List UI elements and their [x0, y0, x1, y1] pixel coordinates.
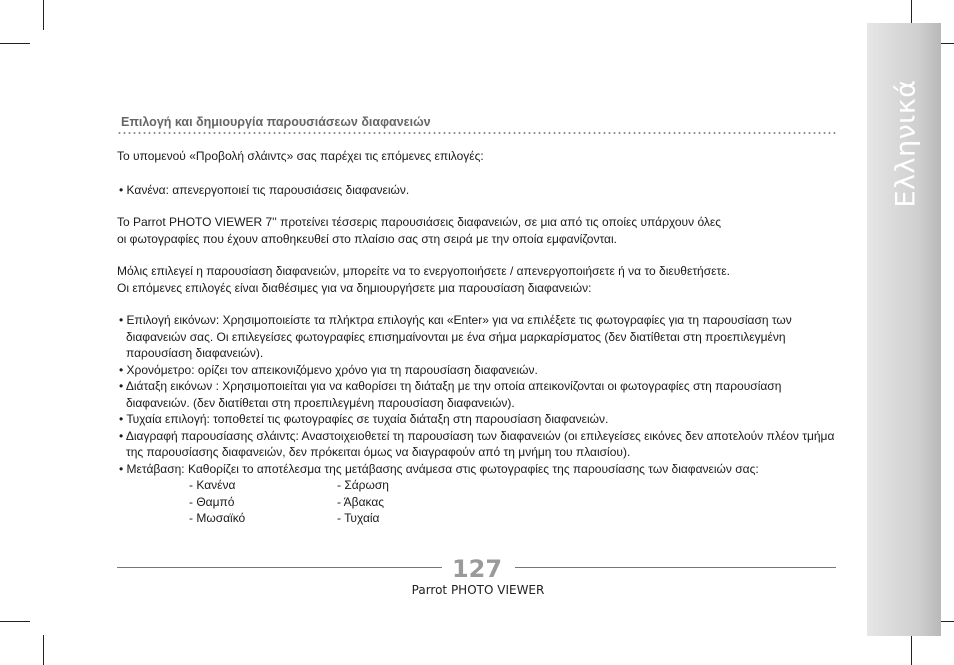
page-number: 127	[451, 555, 503, 583]
paragraph-line: Οι επόμενες επιλογές είναι διαθέσιμες για να δημιουργήσετε μια παρουσίαση διαφανειών:	[117, 280, 592, 295]
language-label-text: Ελληνικά	[890, 78, 922, 208]
list-item: • Χρονόμετρο: ορίζει τον απεικονιζόμενο χρόνο για τη παρουσίαση διαφανειών.	[119, 362, 538, 377]
crop-mark	[43, 635, 44, 665]
transition-option: - Θαμπό	[189, 494, 235, 509]
paragraph-line: Μόλις επιλεγεί η παρουσίαση διαφανειών, μπορείτε να το ενεργοποιήσετε / απενεργοποιήσετε ή να το διευθετήσετε.	[117, 264, 730, 278]
footer-product-name: Parrot PHOTO VIEWER	[411, 583, 545, 597]
transition-options	[189, 477, 837, 527]
transition-option: - Άβακας	[337, 494, 385, 509]
list-item: • Διαγραφή παρουσίασης σλάιντς: Αναστοιχειοθετεί τη παρουσίαση των διαφανειών (οι επιλεγείσες εικόνες δεν αποτελούν πλέον τμήμα της παρουσίασης διαφανειών, δεν πρόκειται όμως να διαγραφούν από τη μνήμη του πλαισίου).	[119, 428, 835, 459]
list-item: • Επιλογή εικόνων: Χρησιμοποιείστε τα πλήκτρα επιλογής και «Enter» για να επιλέξετε τις φωτογραφίες για τη παρουσίαση των διαφανειών σας. Οι επιλεγείσες φωτογραφίες επισημαίνονται με ένα σήμα μαρκαρίσματος (δεν διατίθεται στη προεπιλεγμένη παρουσίαση διαφανειών).	[119, 313, 792, 360]
list-item: • Τυχαία επιλογή: τοποθετεί τις φωτογραφίες σε τυχαία διάταξη στη παρουσίαση διαφανειών.	[119, 412, 609, 426]
list-item: • Μετάβαση: Καθορίζει το αποτέλεσμα της μετάβασης ανάμεσα στις φωτογραφίες της παρουσίασης των διαφανειών σας:	[119, 461, 759, 476]
page-body	[117, 148, 837, 527]
dotted-divider	[117, 131, 837, 135]
crop-mark	[0, 621, 30, 622]
transition-option: - Κανένα	[189, 478, 236, 492]
footer-rule-right	[515, 567, 836, 568]
intro-text: Το υπομενού «Προβολή σλάιντς» σας παρέχει τις επόμενες επιλογές:	[117, 149, 484, 163]
transition-option: - Σάρωση	[337, 478, 389, 492]
none-option: • Κανένα: απενεργοποιεί τις παρουσιάσεις διαφανειών.	[119, 182, 410, 197]
options-list	[117, 312, 837, 477]
crop-mark	[43, 0, 44, 30]
paragraph-line: To Parrot PHOTO VIEWER 7'' προτείνει τέσσερις παρουσιάσεις διαφανειών, σε μια από τις οποίες υπάρχουν όλες	[117, 215, 722, 229]
crop-mark	[911, 635, 912, 665]
crop-mark	[0, 43, 30, 44]
language-label	[866, 78, 946, 208]
transition-option: - Τυχαία	[337, 511, 380, 525]
list-item: • Διάταξη εικόνων : Χρησιμοποιείται για να καθορίσει τη διάταξη με την οποία απεικονίζονται οι φωτογραφίες στη παρουσίαση διαφανειών. (δεν διατίθεται στη προεπιλεγμένη παρουσίαση διαφανειών).	[119, 379, 782, 410]
footer-rule-left	[117, 567, 442, 568]
section-title: Επιλογή και δημιουργία παρουσιάσεων διαφανειών	[121, 115, 431, 129]
paragraph-line: οι φωτογραφίες που έχουν αποθηκευθεί στο πλαίσιο σας στη σειρά με την οποία εμφανίζονται.	[117, 231, 617, 246]
transition-option: - Μωσαϊκό	[189, 511, 246, 525]
